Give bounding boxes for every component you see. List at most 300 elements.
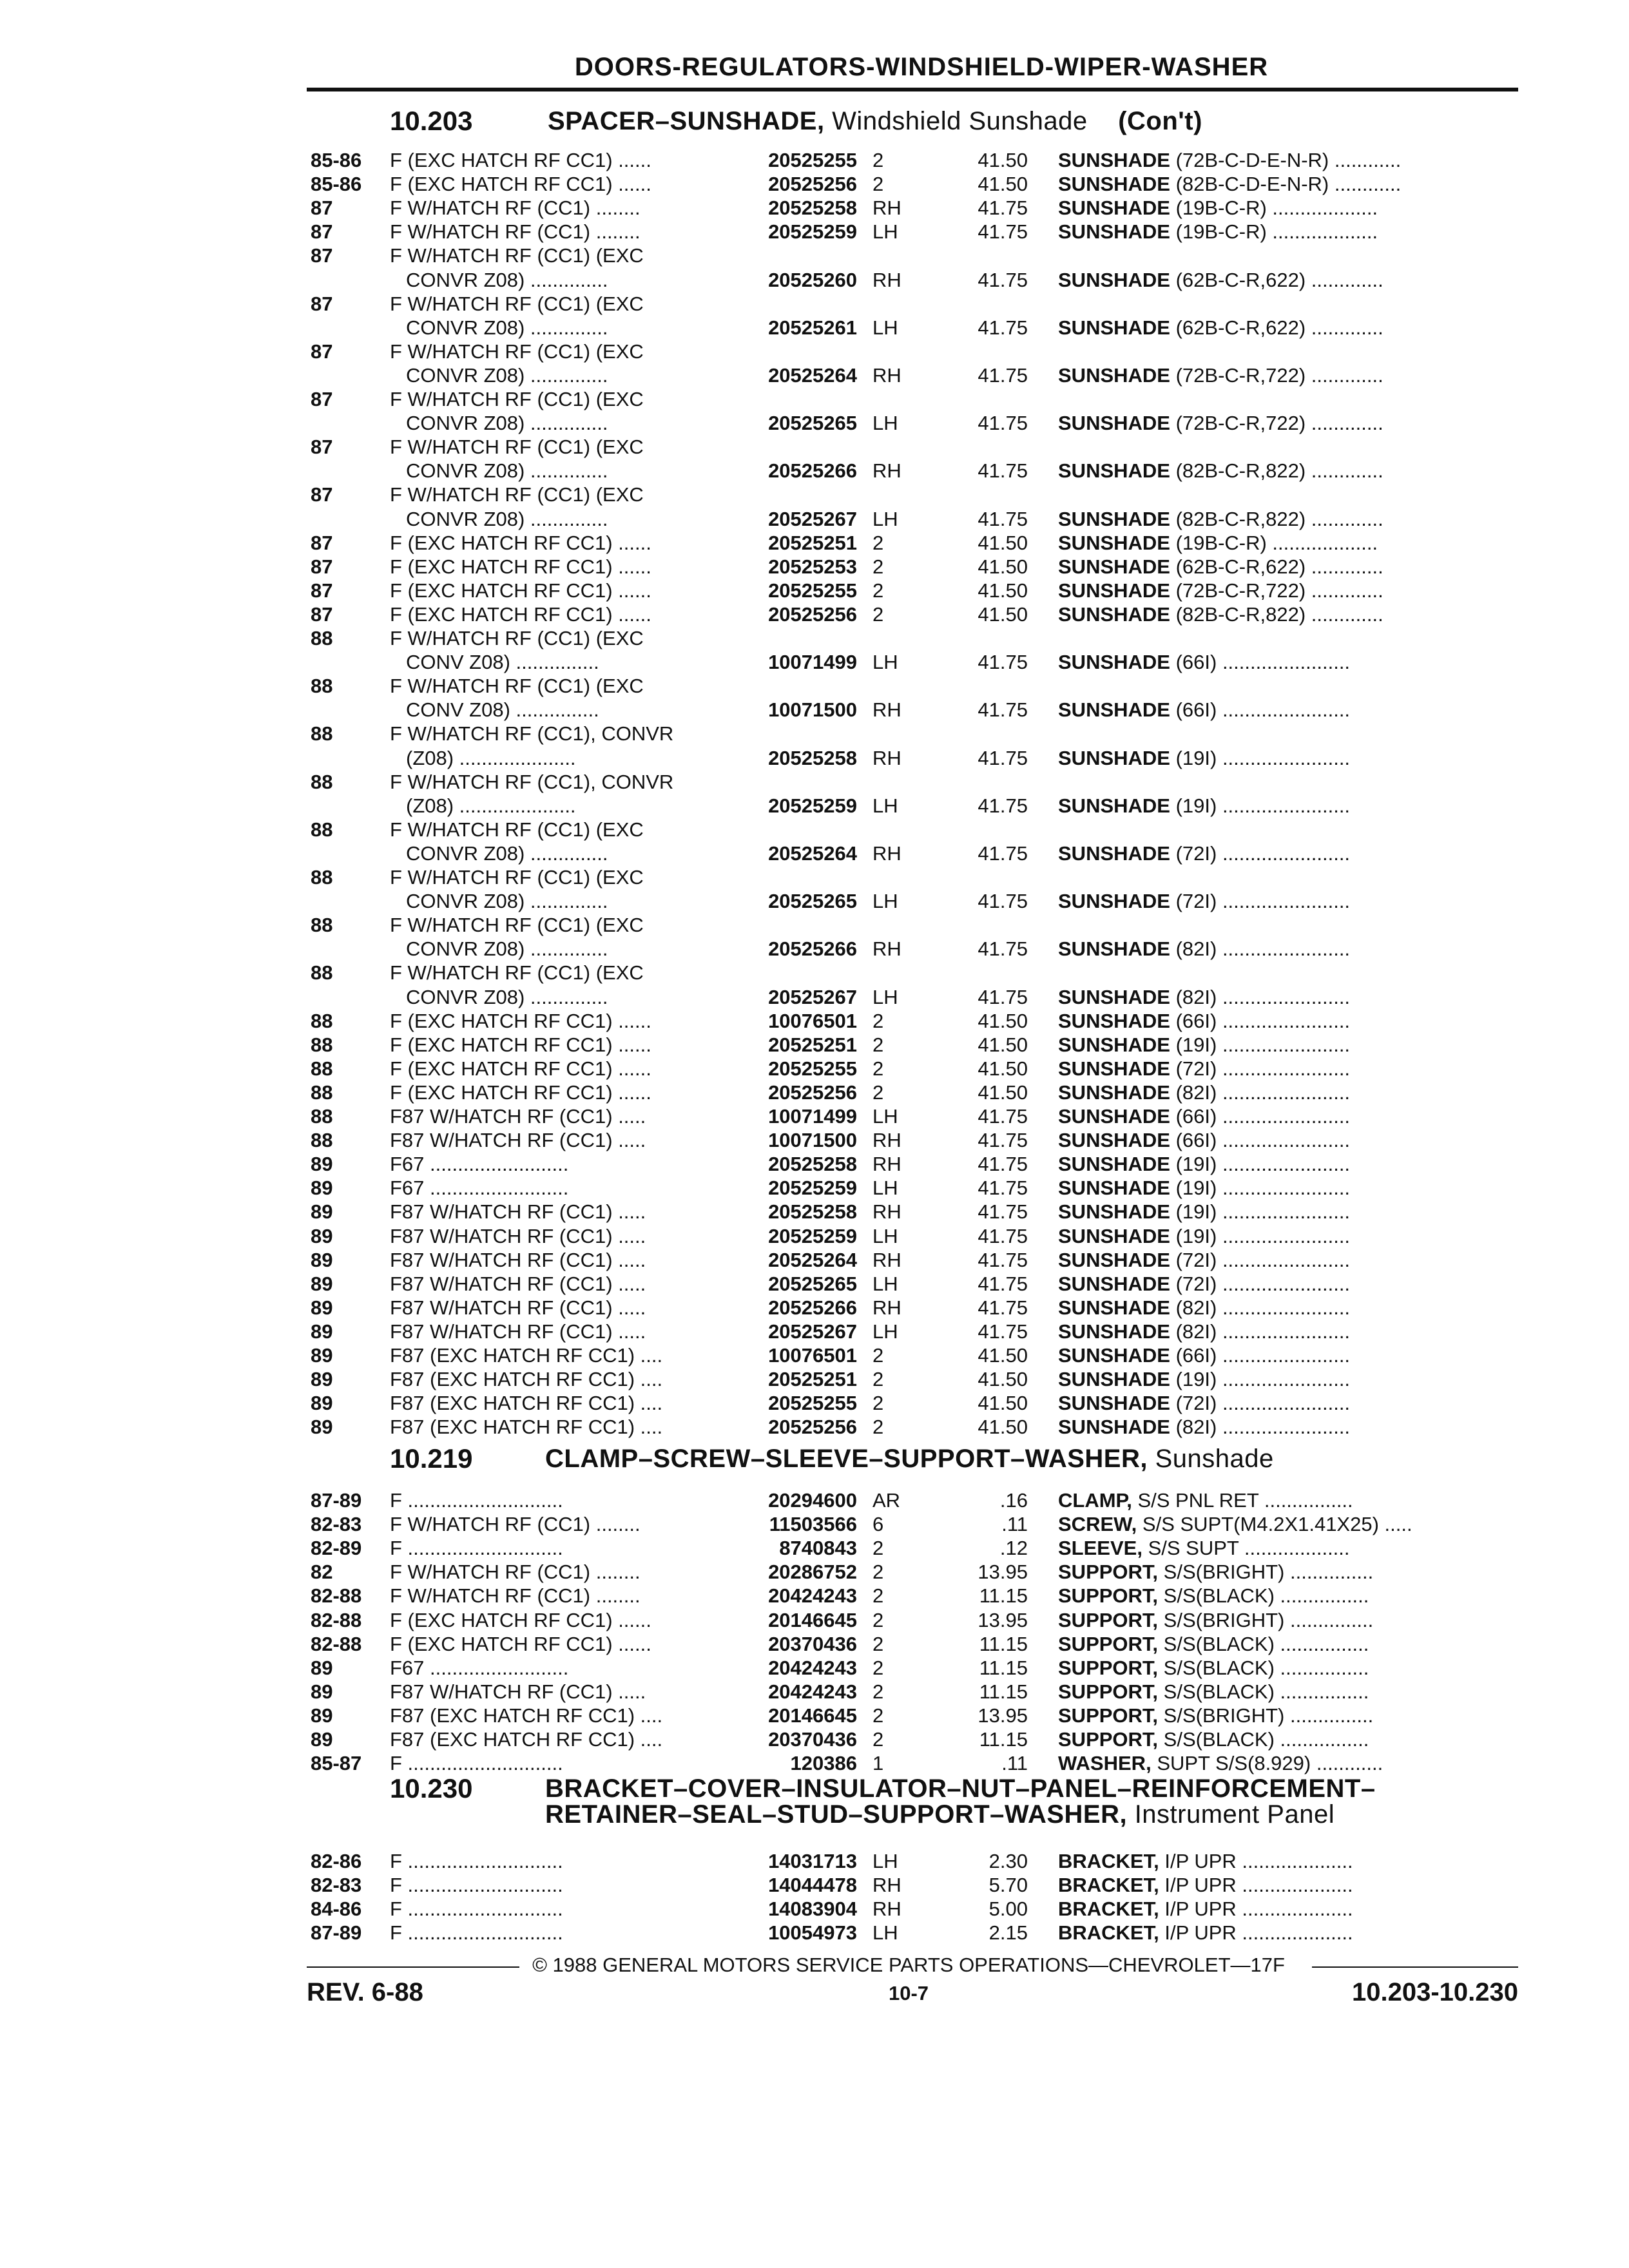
part-number: 20424243	[768, 1680, 857, 1703]
part-name-main: SUNSHADE	[1058, 149, 1170, 171]
price: 5.00	[988, 1898, 1028, 1921]
part-name	[1058, 1224, 1516, 1248]
price: 13.95	[978, 1704, 1028, 1727]
part-name-main: SUNSHADE	[1058, 173, 1170, 196]
quantity: LH	[872, 1224, 898, 1247]
application-description: F W/HATCH RF (CC1) (EXC	[390, 244, 644, 267]
price: 41.75	[978, 1129, 1028, 1152]
price: 41.50	[978, 1392, 1028, 1415]
model-year: 85-87	[311, 1752, 362, 1775]
part-name	[1058, 794, 1516, 818]
part-name-main: SUNSHADE	[1058, 1009, 1170, 1032]
part-number: 20525251	[768, 1368, 857, 1391]
quantity: LH	[872, 1105, 898, 1128]
part-name-detail: (62B-C-R,622) .............	[1175, 555, 1383, 578]
quantity: LH	[872, 1921, 898, 1945]
section-title-subject: Windshield Sunshade	[824, 107, 1088, 135]
application-description: F W/HATCH RF (CC1) ........	[390, 1584, 641, 1608]
model-year: 82-86	[311, 1850, 362, 1872]
model-year: 88	[311, 1129, 333, 1152]
quantity: 2	[872, 1537, 884, 1560]
part-name	[1058, 507, 1516, 531]
application-description: F87 (EXC HATCH RF CC1) ....	[390, 1368, 663, 1391]
section-title-main: SPACER–SUNSHADE,	[548, 107, 825, 135]
price: 13.95	[978, 1561, 1028, 1584]
application-description: F87 W/HATCH RF (CC1) .....	[390, 1272, 646, 1295]
part-name	[1058, 268, 1516, 292]
quantity: 2	[872, 531, 884, 554]
price: 41.75	[978, 841, 1028, 865]
part-name-main: SUNSHADE	[1058, 1272, 1170, 1295]
part-number: 20525264	[768, 363, 857, 387]
part-name-detail: (82B-C-R,822) .............	[1175, 602, 1383, 626]
part-number: 20525255	[768, 579, 857, 602]
part-name-detail: (72I) .......................	[1175, 841, 1351, 865]
part-number: 20525256	[768, 1081, 857, 1104]
application-description-cont: CONVR Z08) ..............	[406, 268, 608, 291]
part-number: 20525259	[768, 1177, 857, 1200]
model-year: 89	[311, 1248, 333, 1271]
part-name-detail: I/P UPR ....................	[1164, 1898, 1353, 1921]
part-name	[1058, 1081, 1516, 1104]
quantity: RH	[872, 1200, 901, 1224]
model-year: 85-86	[311, 149, 362, 171]
application-description: F (EXC HATCH RF CC1) ......	[390, 1608, 651, 1631]
footer-section-range: 10.203-10.230	[1351, 1978, 1518, 2006]
header-rule	[307, 88, 1518, 91]
part-number: 20294600	[768, 1489, 857, 1512]
model-year: 89	[311, 1320, 333, 1343]
price: 41.50	[978, 555, 1028, 578]
price: 41.75	[978, 220, 1028, 244]
quantity: RH	[872, 1248, 901, 1271]
part-name	[1058, 1584, 1516, 1608]
quantity: 2	[872, 1608, 884, 1631]
part-name	[1058, 985, 1516, 1009]
quantity: RH	[872, 746, 901, 769]
part-number: 20525267	[768, 1320, 857, 1343]
part-name-detail: (19B-C-R) ...................	[1175, 531, 1378, 554]
part-name-detail: S/S SUPT ...................	[1148, 1537, 1350, 1560]
quantity: 1	[872, 1752, 884, 1775]
part-number: 8740843	[779, 1537, 857, 1560]
model-year: 89	[311, 1368, 333, 1391]
model-year: 89	[311, 1728, 333, 1751]
model-year: 89	[311, 1704, 333, 1727]
part-number: 20525259	[768, 220, 857, 244]
part-name-detail: (72I) .......................	[1175, 1392, 1351, 1415]
part-name-detail: S/S SUPT(M4.2X1.41X25) .....	[1142, 1513, 1412, 1536]
quantity: 2	[872, 1033, 884, 1056]
part-name-main: SUNSHADE	[1058, 268, 1170, 291]
part-number: 10076501	[768, 1009, 857, 1032]
part-name	[1058, 602, 1516, 626]
quantity: LH	[872, 412, 898, 435]
quantity: RH	[872, 1898, 901, 1921]
model-year: 85-86	[311, 173, 362, 196]
part-name-main: SUNSHADE	[1058, 412, 1170, 435]
part-number: 20370436	[768, 1728, 857, 1751]
part-name	[1058, 1751, 1516, 1775]
model-year: 82-83	[311, 1513, 362, 1536]
part-name	[1058, 1632, 1516, 1656]
footer-revision: REV. 6-88	[307, 1978, 423, 2006]
part-name	[1058, 889, 1516, 913]
part-number: 20525255	[768, 1057, 857, 1080]
part-name-main: CLAMP,	[1058, 1489, 1132, 1512]
quantity: 2	[872, 579, 884, 602]
application-description: F ............................	[390, 1898, 563, 1921]
section-title-main: RETAINER–SEAL–STUD–SUPPORT–WASHER,	[545, 1800, 1128, 1829]
part-number: 14083904	[768, 1898, 857, 1921]
section-title-suffix: (Con't)	[1118, 107, 1202, 135]
model-year: 89	[311, 1224, 333, 1247]
part-name-detail: (19I) .......................	[1175, 746, 1351, 769]
price: 41.75	[978, 1153, 1028, 1176]
application-description: F W/HATCH RF (CC1) (EXC	[390, 961, 644, 985]
part-name-detail: S/S(BRIGHT) ...............	[1163, 1704, 1374, 1727]
application-description: F W/HATCH RF (CC1) (EXC	[390, 818, 644, 841]
part-name-main: SLEEVE,	[1058, 1537, 1142, 1560]
part-name-main: SUNSHADE	[1058, 220, 1170, 244]
part-name-detail: (66I) .......................	[1175, 651, 1351, 674]
part-name	[1058, 1367, 1516, 1391]
part-number: 20525266	[768, 459, 857, 483]
model-year: 89	[311, 1296, 333, 1319]
model-year: 88	[311, 675, 333, 698]
part-name	[1058, 1200, 1516, 1224]
application-description-cont: CONV Z08) ...............	[406, 651, 599, 674]
model-year: 87-89	[311, 1489, 362, 1512]
application-description: F87 W/HATCH RF (CC1) .....	[390, 1320, 646, 1343]
part-number: 20525256	[768, 602, 857, 626]
part-name	[1058, 1176, 1516, 1200]
application-description-cont: CONV Z08) ...............	[406, 698, 599, 722]
price: 41.50	[978, 173, 1028, 196]
model-year: 89	[311, 1392, 333, 1415]
part-name-detail: S/S(BLACK) ................	[1163, 1656, 1369, 1679]
quantity: 2	[872, 1344, 884, 1367]
part-name-detail: (19I) .......................	[1175, 1177, 1351, 1200]
price: 11.15	[979, 1584, 1028, 1608]
quantity: 2	[872, 1081, 884, 1104]
part-name-main: SUNSHADE	[1058, 1296, 1170, 1319]
part-name	[1058, 1248, 1516, 1272]
part-number: 20525265	[768, 890, 857, 913]
application-description-cont: (Z08) .....................	[406, 794, 576, 817]
part-name	[1058, 1152, 1516, 1176]
application-description-cont: CONVR Z08) ..............	[406, 412, 608, 435]
part-number: 20525261	[768, 316, 857, 339]
application-description: F (EXC HATCH RF CC1) ......	[390, 602, 651, 626]
part-name	[1058, 1560, 1516, 1584]
part-number: 10071499	[768, 1105, 857, 1128]
quantity: 2	[872, 1728, 884, 1751]
part-name-main: SUPPORT,	[1058, 1728, 1159, 1751]
section-title	[548, 107, 1202, 136]
part-number: 10071500	[768, 1129, 857, 1152]
price: 11.15	[979, 1728, 1028, 1751]
price: 11.15	[979, 1656, 1028, 1679]
price: 41.50	[978, 531, 1028, 554]
application-description: F (EXC HATCH RF CC1) ......	[390, 1009, 651, 1032]
part-name-main: SUNSHADE	[1058, 1368, 1170, 1391]
application-description-cont: CONVR Z08) ..............	[406, 316, 608, 339]
application-description: F W/HATCH RF (CC1) (EXC	[390, 340, 644, 363]
price: 41.75	[978, 197, 1028, 220]
model-year: 88	[311, 1081, 333, 1104]
application-description: F ............................	[390, 1489, 563, 1512]
part-number: 20525265	[768, 412, 857, 435]
application-description: F W/HATCH RF (CC1) (EXC	[390, 483, 644, 506]
part-number: 10054973	[768, 1921, 857, 1945]
part-name	[1058, 1897, 1516, 1921]
model-year: 82	[311, 1561, 333, 1584]
price: 41.50	[978, 1081, 1028, 1104]
part-name-main: SUNSHADE	[1058, 1105, 1170, 1128]
quantity: 2	[872, 1057, 884, 1080]
application-description: F W/HATCH RF (CC1) ........	[390, 1561, 641, 1584]
application-description: F (EXC HATCH RF CC1) ......	[390, 149, 651, 171]
part-name	[1058, 1873, 1516, 1897]
part-name	[1058, 459, 1516, 483]
section-title-main: CLAMP–SCREW–SLEEVE–SUPPORT–WASHER,	[545, 1445, 1148, 1473]
model-year: 87-89	[311, 1921, 362, 1945]
price: 41.75	[978, 1248, 1028, 1271]
application-description: F W/HATCH RF (CC1) (EXC	[390, 436, 644, 459]
part-name	[1058, 1488, 1516, 1512]
part-name-main: SUNSHADE	[1058, 746, 1170, 769]
part-name-detail: (66I) .......................	[1175, 1344, 1351, 1367]
price: .12	[999, 1537, 1028, 1560]
part-number: 20146645	[768, 1608, 857, 1631]
part-name-detail: S/S PNL RET ................	[1137, 1489, 1353, 1512]
part-name-detail: (19I) .......................	[1175, 1200, 1351, 1224]
part-name-main: SUNSHADE	[1058, 507, 1170, 530]
part-number: 20370436	[768, 1632, 857, 1655]
part-name-detail: (66I) .......................	[1175, 698, 1351, 722]
price: 41.75	[978, 363, 1028, 387]
part-number: 20525258	[768, 746, 857, 769]
quantity: 6	[872, 1513, 884, 1536]
part-name	[1058, 1727, 1516, 1751]
part-number: 20525256	[768, 173, 857, 196]
price: 41.50	[978, 1368, 1028, 1391]
price: 41.75	[978, 1272, 1028, 1295]
section-title-line1: BRACKET–COVER–INSULATOR–NUT–PANEL–REINFORCEMENT–	[545, 1774, 1376, 1803]
model-year: 88	[311, 1105, 333, 1128]
part-name	[1058, 841, 1516, 865]
part-name-detail: S/S(BLACK) ................	[1163, 1584, 1369, 1608]
part-number: 10076501	[768, 1344, 857, 1367]
model-year: 82-88	[311, 1632, 362, 1655]
part-name-main: BRACKET,	[1058, 1898, 1159, 1921]
quantity: RH	[872, 363, 901, 387]
part-name-detail: S/S(BLACK) ................	[1163, 1680, 1369, 1703]
part-name	[1058, 1680, 1516, 1704]
part-name-detail: S/S(BLACK) ................	[1163, 1728, 1369, 1751]
part-name-main: SUNSHADE	[1058, 531, 1170, 554]
part-name-main: SUNSHADE	[1058, 1200, 1170, 1224]
price: .11	[1001, 1513, 1028, 1536]
application-description: F W/HATCH RF (CC1) (EXC	[390, 388, 644, 410]
price: 13.95	[978, 1608, 1028, 1631]
part-name	[1058, 1536, 1516, 1560]
part-name-main: SUPPORT,	[1058, 1656, 1159, 1679]
price: 41.50	[978, 1033, 1028, 1056]
application-description: F67 .........................	[390, 1153, 569, 1176]
model-year: 89	[311, 1153, 333, 1176]
part-name-detail: (19I) .......................	[1175, 794, 1351, 817]
price: 41.75	[978, 1296, 1028, 1319]
quantity: LH	[872, 985, 898, 1008]
application-description: F W/HATCH RF (CC1) (EXC	[390, 914, 644, 937]
part-name	[1058, 579, 1516, 602]
price: 41.75	[978, 651, 1028, 674]
part-name-detail: (19I) .......................	[1175, 1368, 1351, 1391]
application-description: F ............................	[390, 1752, 563, 1775]
part-name	[1058, 1296, 1516, 1320]
part-name	[1058, 172, 1516, 196]
application-description: F87 (EXC HATCH RF CC1) ....	[390, 1416, 663, 1439]
part-name-main: SUNSHADE	[1058, 1224, 1170, 1247]
part-name	[1058, 148, 1516, 172]
quantity: RH	[872, 1129, 901, 1152]
price: 41.75	[978, 1177, 1028, 1200]
part-name-main: SUNSHADE	[1058, 579, 1170, 602]
model-year: 87	[311, 197, 333, 220]
application-description: F (EXC HATCH RF CC1) ......	[390, 173, 651, 196]
quantity: RH	[872, 268, 901, 291]
page-header-title: DOORS-REGULATORS-WINDSHIELD-WIPER-WASHER	[574, 53, 1269, 81]
model-year: 87	[311, 388, 333, 410]
quantity: 2	[872, 1561, 884, 1584]
quantity: LH	[872, 220, 898, 244]
quantity: 2	[872, 1656, 884, 1679]
model-year: 88	[311, 770, 333, 793]
part-number: 20525267	[768, 507, 857, 530]
application-description: F67 .........................	[390, 1177, 569, 1200]
part-name-detail: (82I) .......................	[1175, 985, 1351, 1008]
part-name-detail: I/P UPR ....................	[1164, 1850, 1353, 1872]
price: 41.50	[978, 1344, 1028, 1367]
application-description: F67 .........................	[390, 1656, 569, 1679]
model-year: 88	[311, 722, 333, 745]
price: 41.75	[978, 698, 1028, 722]
quantity: 2	[872, 1704, 884, 1727]
part-name	[1058, 1104, 1516, 1128]
price: 11.15	[979, 1632, 1028, 1655]
part-name	[1058, 555, 1516, 579]
application-description: F W/HATCH RF (CC1) (EXC	[390, 292, 644, 315]
part-name-detail: (82I) .......................	[1175, 1320, 1351, 1343]
application-description: F W/HATCH RF (CC1) (EXC	[390, 627, 644, 649]
part-name-main: SUNSHADE	[1058, 937, 1170, 961]
part-name	[1058, 746, 1516, 770]
model-year: 88	[311, 627, 333, 649]
model-year: 87	[311, 244, 333, 267]
price: 41.75	[978, 1224, 1028, 1247]
part-number: 11503566	[769, 1513, 857, 1536]
price: .16	[999, 1489, 1028, 1512]
quantity: RH	[872, 197, 901, 220]
part-number: 20525259	[768, 1224, 857, 1247]
part-name	[1058, 1057, 1516, 1081]
application-description: F (EXC HATCH RF CC1) ......	[390, 579, 651, 602]
section-title-line2	[545, 1800, 1335, 1829]
price: 41.75	[978, 507, 1028, 530]
price: .11	[1001, 1752, 1028, 1775]
part-number: 20525264	[768, 841, 857, 865]
part-name-main: BRACKET,	[1058, 1874, 1159, 1897]
part-name-main: SUPPORT,	[1058, 1608, 1159, 1631]
footer-copyright: © 1988 GENERAL MOTORS SERVICE PARTS OPERATIONS—CHEVROLET—17F	[532, 1954, 1285, 1976]
application-description: F87 (EXC HATCH RF CC1) ....	[390, 1704, 663, 1727]
section-number: 10.203	[390, 106, 473, 136]
quantity: LH	[872, 1177, 898, 1200]
part-number: 20525251	[768, 1033, 857, 1056]
price: 41.75	[978, 316, 1028, 339]
model-year: 82-89	[311, 1537, 362, 1560]
part-number: 10071499	[768, 651, 857, 674]
model-year: 88	[311, 866, 333, 889]
part-name-main: SUNSHADE	[1058, 555, 1170, 578]
part-number: 20286752	[768, 1561, 857, 1584]
application-description: F87 (EXC HATCH RF CC1) ....	[390, 1392, 663, 1415]
section-title-subject: Sunshade	[1147, 1445, 1274, 1473]
quantity: AR	[872, 1489, 901, 1512]
part-name	[1058, 411, 1516, 435]
application-description: F87 W/HATCH RF (CC1) .....	[390, 1105, 646, 1128]
part-number: 14044478	[768, 1874, 857, 1897]
quantity: LH	[872, 1850, 898, 1872]
part-number: 20525255	[768, 149, 857, 171]
application-description: F87 W/HATCH RF (CC1) .....	[390, 1680, 646, 1703]
part-name	[1058, 650, 1516, 674]
part-name-detail: (66I) .......................	[1175, 1009, 1351, 1032]
model-year: 89	[311, 1680, 333, 1703]
part-name-detail: (82B-C-R,822) .............	[1175, 507, 1383, 530]
part-name-main: SUNSHADE	[1058, 459, 1170, 483]
application-description: F (EXC HATCH RF CC1) ......	[390, 555, 651, 578]
model-year: 89	[311, 1656, 333, 1679]
part-name	[1058, 1512, 1516, 1536]
part-name	[1058, 1921, 1516, 1945]
price: 5.70	[988, 1874, 1028, 1897]
model-year: 89	[311, 1177, 333, 1200]
part-name	[1058, 1608, 1516, 1632]
part-name-main: SUNSHADE	[1058, 1081, 1170, 1104]
price: 41.75	[978, 268, 1028, 291]
part-name-detail: S/S(BRIGHT) ...............	[1163, 1561, 1374, 1584]
part-name-main: SUNSHADE	[1058, 1177, 1170, 1200]
part-name-detail: (72B-C-R,722) .............	[1175, 579, 1383, 602]
application-description: F87 W/HATCH RF (CC1) .....	[390, 1248, 646, 1271]
application-description: F (EXC HATCH RF CC1) ......	[390, 1033, 651, 1056]
quantity: LH	[872, 1320, 898, 1343]
application-description: F ............................	[390, 1537, 563, 1560]
part-number: 20424243	[768, 1584, 857, 1608]
application-description-cont: CONVR Z08) ..............	[406, 459, 608, 483]
part-number: 20146645	[768, 1704, 857, 1727]
part-name	[1058, 1033, 1516, 1057]
model-year: 87	[311, 220, 333, 244]
section-number: 10.219	[390, 1443, 473, 1474]
model-year: 82-83	[311, 1874, 362, 1897]
price: 41.75	[978, 459, 1028, 483]
model-year: 88	[311, 1009, 333, 1032]
price: 41.50	[978, 149, 1028, 171]
